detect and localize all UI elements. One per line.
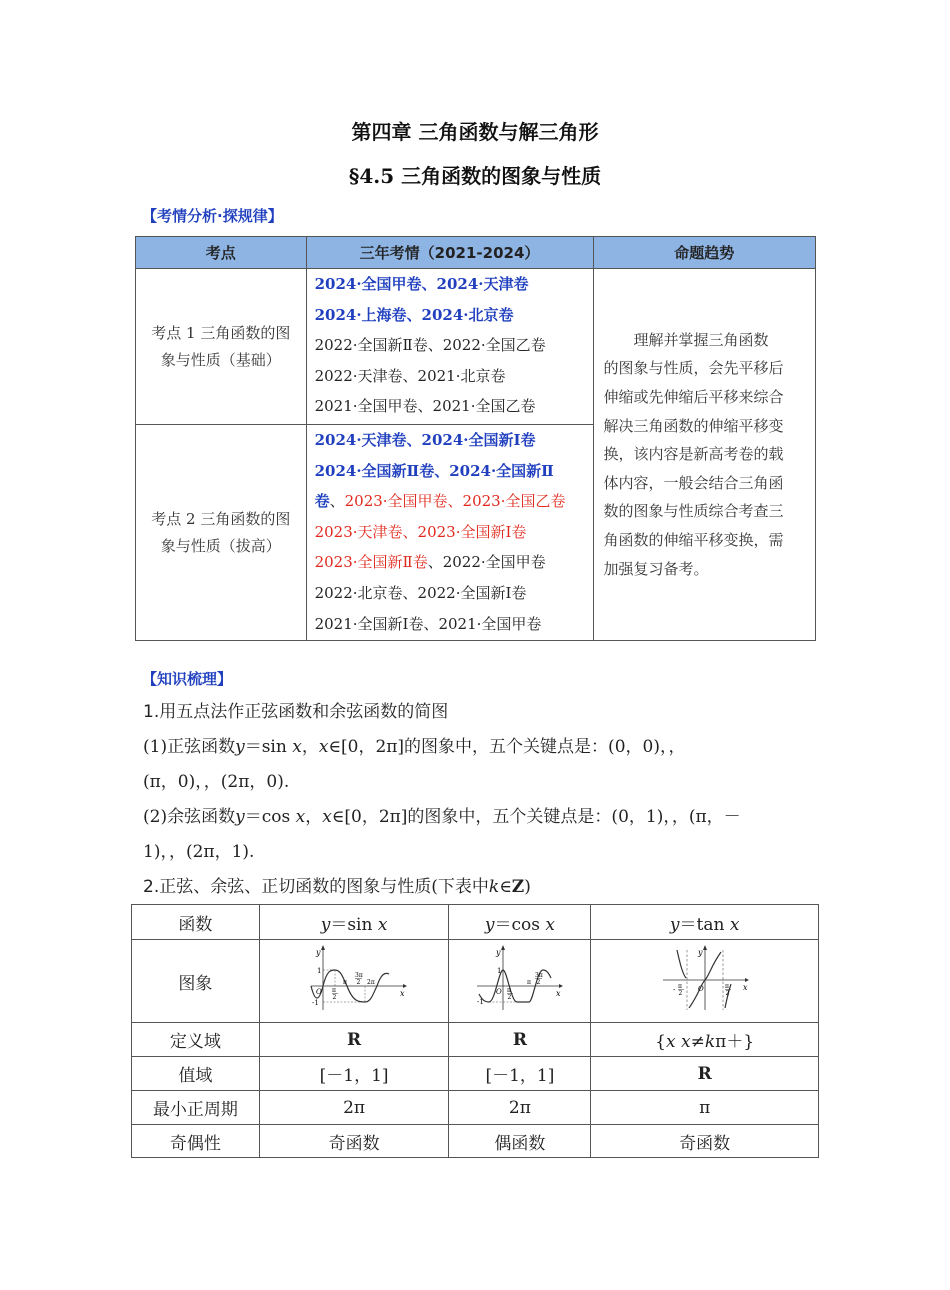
period-tan: π [591, 1091, 819, 1125]
var-x: x [292, 737, 302, 757]
row-label-range: 值域 [132, 1057, 260, 1091]
head-cos [449, 905, 591, 940]
text: ≠ [690, 1032, 705, 1052]
tan-branch-left [677, 950, 686, 978]
domain-tan [591, 1023, 819, 1057]
exam-year-segment: 2022·天津卷、2021·北京卷 [314, 366, 506, 385]
trend-line: 换，该内容是新高考卷的载 [603, 445, 784, 464]
var-x: x [377, 914, 388, 935]
var-y: y [235, 737, 245, 757]
var-y: y [235, 807, 245, 827]
item-1-text: 用五点法作正弦函数和余弦函数的简图 [159, 702, 449, 722]
x-label: x [742, 982, 748, 992]
y-axis-arrow [321, 945, 325, 950]
period-cos: 2π [449, 1091, 591, 1125]
head-tan [591, 905, 819, 940]
exam-year-line [315, 609, 585, 640]
col-header-point: 考点 [136, 237, 307, 269]
y-axis-arrow [501, 945, 505, 950]
tick-three-pi-half-den: 2 [356, 978, 361, 986]
chapter-title: 第四章 三角函数与解三角形 [351, 120, 599, 144]
sin-graph-cell [259, 940, 449, 1023]
text: ＝sin [244, 737, 293, 757]
tick-pi-half-num: π [724, 982, 729, 990]
origin-label: O [495, 987, 502, 996]
exam-year-segment: 2022·北京卷、2022·全国新Ⅰ卷 [314, 583, 527, 602]
exam-year-segment: 2021·全国新Ⅰ卷、2021·全国甲卷 [314, 614, 542, 633]
origin-label: O [697, 984, 704, 993]
text: ， [305, 807, 323, 827]
trend-cell [593, 269, 815, 641]
x-label: x [555, 988, 561, 998]
tick-one: 1 [317, 966, 322, 975]
trend-line: 伸缩或先伸缩后平移来综合 [603, 388, 784, 407]
row-label-graph: 图象 [132, 940, 260, 1023]
exam-year-line [315, 456, 585, 487]
trend-line: 理解并掌握三角函数 [603, 330, 769, 349]
exam-year-segment: 2022·全国新Ⅱ卷、2022·全国乙卷 [314, 336, 546, 355]
var-x: x [681, 1032, 691, 1052]
item-2-text: 正弦、余弦、正切函数的图象与性质(下表中 [159, 877, 489, 897]
table-row [132, 940, 819, 1023]
item-2-number: 2. [143, 877, 160, 897]
tick-pi: π [526, 978, 531, 986]
exam-year-segment: 2024·全国新Ⅱ卷、2024·全国新Ⅱ [314, 461, 554, 480]
tick-neg-pi-half-den: 2 [678, 989, 682, 997]
exam-point-2-line2: 象与性质（拔高） [160, 536, 281, 555]
tangent-graph [655, 944, 755, 1014]
trend-line: 加强复习备考。 [603, 559, 709, 578]
text: ∈[0，2π]的图象中，五个关键点是：(0，1)，，(π，－ [331, 807, 741, 827]
exam-year-line [315, 361, 585, 392]
exam-year-segment: 2023·天津卷、2023·全国新Ⅰ卷 [314, 522, 527, 541]
head-sin [259, 905, 449, 940]
tick-pi: π [343, 978, 348, 986]
tick-neg-pi-half-num: π [677, 982, 682, 990]
col-header-trend: 命题趋势 [593, 237, 815, 269]
text: ∈ [499, 877, 512, 897]
table-row [132, 1091, 819, 1125]
cosine-five-points-line2: 1)，，(2π，1). [143, 842, 255, 862]
trend-line: 体内容，一般会结合三角函 [603, 473, 784, 492]
table-row [132, 1057, 819, 1091]
table-row [132, 1125, 819, 1158]
parity-tan: 奇函数 [591, 1125, 819, 1158]
exam-point-1 [136, 269, 307, 425]
tan-graph-cell [591, 940, 819, 1023]
text: { [655, 1032, 666, 1052]
text: (1)正弦函数 [143, 737, 236, 757]
knowledge-item-1 [143, 697, 448, 722]
exam-table-row [136, 269, 816, 425]
tick-neg-one: -1 [476, 997, 484, 1006]
exam-point-2-line1: 考点 2 三角函数的图 [151, 509, 291, 528]
range-sin: [－1，1] [259, 1057, 449, 1091]
exam-year-segment: 2021·全国甲卷、2021·全国乙卷 [314, 397, 536, 416]
tick-two-pi: 2π [367, 978, 375, 986]
exam-year-line [315, 547, 585, 578]
range-cos: [－1，1] [449, 1057, 591, 1091]
exam-point-1-line1: 考点 1 三角函数的图 [151, 323, 291, 342]
tick-one: 1 [496, 966, 502, 975]
tick-pi-half-den: 2 [725, 989, 729, 997]
parity-sin: 奇函数 [259, 1125, 449, 1158]
domain-sin: R [259, 1023, 449, 1057]
text: ＝cos [494, 914, 546, 935]
row-label-domain: 定义域 [132, 1023, 260, 1057]
text: ) [524, 877, 531, 897]
exam-years-2 [306, 425, 593, 641]
text: ＝cos [244, 807, 296, 827]
exam-year-line [315, 300, 585, 331]
tick-three-pi-half-num: 3π [355, 971, 363, 979]
table-row [132, 905, 819, 940]
text: ∈[0，2π]的图象中，五个关键点是：(0，0)，， [328, 737, 686, 757]
col-header-years: 三年考情（2021-2024） [306, 237, 593, 269]
var-y: y [669, 914, 680, 935]
tick-pi-half-num: π [506, 986, 511, 994]
tick-pi-half-den: 2 [507, 993, 512, 1001]
trend-line: 的图象与性质，会先平移后 [603, 359, 784, 378]
exam-year-segment: 2024·全国甲卷、2024·天津卷 [314, 275, 529, 293]
exam-analysis-table [135, 236, 816, 641]
y-label: y [697, 947, 703, 957]
exam-year-segment: 、 [329, 492, 345, 511]
sine-graph [299, 944, 409, 1014]
row-label-function: 函数 [132, 905, 260, 940]
exam-analysis-label: 【考情分析·探规律】 [142, 207, 283, 225]
exam-year-line [315, 269, 585, 300]
origin-label: O [316, 987, 322, 996]
exam-year-segment: 2024·天津卷、2024·全国新Ⅰ卷 [314, 431, 536, 449]
trig-properties-table [131, 904, 819, 1158]
section-title: §4.5 三角函数的图象与性质 [348, 164, 602, 188]
var-x: x [545, 914, 555, 935]
exam-point-2 [136, 425, 307, 641]
x-axis-arrow [559, 984, 563, 988]
sine-five-points-line1 [143, 732, 685, 757]
var-k: k [488, 877, 500, 897]
var-x: x [318, 737, 329, 757]
exam-year-line [315, 517, 585, 548]
cosine-five-points-line1 [143, 802, 741, 827]
var-y: y [320, 914, 331, 935]
var-x: x [322, 807, 332, 827]
exam-year-line [315, 330, 585, 361]
exam-point-1-line2: 象与性质（基础） [160, 350, 281, 369]
range-tan: R [591, 1057, 819, 1091]
var-k: k [704, 1032, 716, 1052]
row-label-parity: 奇偶性 [132, 1125, 260, 1158]
trend-line: 角函数的伸缩平移变换，需 [603, 530, 784, 549]
period-sin: 2π [259, 1091, 449, 1125]
text: (2)余弦函数 [143, 807, 236, 827]
cosine-graph [475, 944, 565, 1014]
cos-graph-cell [449, 940, 591, 1023]
exam-year-segment: 2024·上海卷、2024·北京卷 [314, 305, 514, 324]
var-y: y [484, 914, 495, 935]
table-row [132, 1023, 819, 1057]
var-x: x [295, 807, 306, 827]
knowledge-label: 【知识梳理】 [142, 670, 233, 688]
exam-year-line [315, 578, 585, 609]
exam-year-line [315, 425, 585, 456]
var-x: x [729, 914, 740, 935]
text: ＝tan [679, 914, 730, 935]
row-label-period: 最小正周期 [132, 1091, 260, 1125]
x-axis-arrow [403, 984, 407, 988]
exam-table-header [136, 237, 816, 269]
var-x: x [666, 1032, 676, 1052]
exam-year-line [315, 391, 585, 422]
y-label: y [316, 947, 321, 957]
knowledge-item-2 [143, 872, 531, 897]
exam-year-segment: 、2022·全国甲卷 [427, 553, 546, 572]
x-label: x [400, 988, 405, 998]
item-1-number: 1. [143, 702, 160, 722]
tick-pi-half-den: 2 [332, 993, 337, 1001]
tick-three-pi-half-num: 3π [534, 971, 543, 979]
x-axis-arrow [745, 978, 749, 982]
exam-year-segment: 2023·全国甲卷、2023·全国乙卷 [344, 492, 566, 511]
domain-cos: R [449, 1023, 591, 1057]
exam-year-segment: 2023·全国新Ⅱ卷 [314, 553, 428, 572]
trend-line: 数的图象与性质综合考查三 [603, 502, 784, 521]
integers-symbol: Z [511, 877, 525, 897]
neg-sign: - [672, 985, 676, 994]
text: ＝sin [330, 914, 378, 935]
text: π＋} [715, 1032, 755, 1052]
parity-cos: 偶函数 [449, 1125, 591, 1158]
tick-pi-half-num: π [332, 986, 337, 994]
y-label: y [495, 947, 501, 957]
exam-year-line [315, 486, 585, 517]
text: ， [301, 737, 319, 757]
exam-year-segment: 卷 [314, 492, 330, 511]
y-axis-arrow [703, 945, 707, 950]
tick-neg-one: -1 [312, 998, 319, 1007]
trend-line: 解决三角函数的伸缩平移变 [603, 416, 784, 435]
exam-years-1 [306, 269, 593, 425]
sine-five-points-line2: (π，0)，，(2π，0). [143, 772, 290, 792]
tick-three-pi-half-den: 2 [536, 978, 541, 986]
